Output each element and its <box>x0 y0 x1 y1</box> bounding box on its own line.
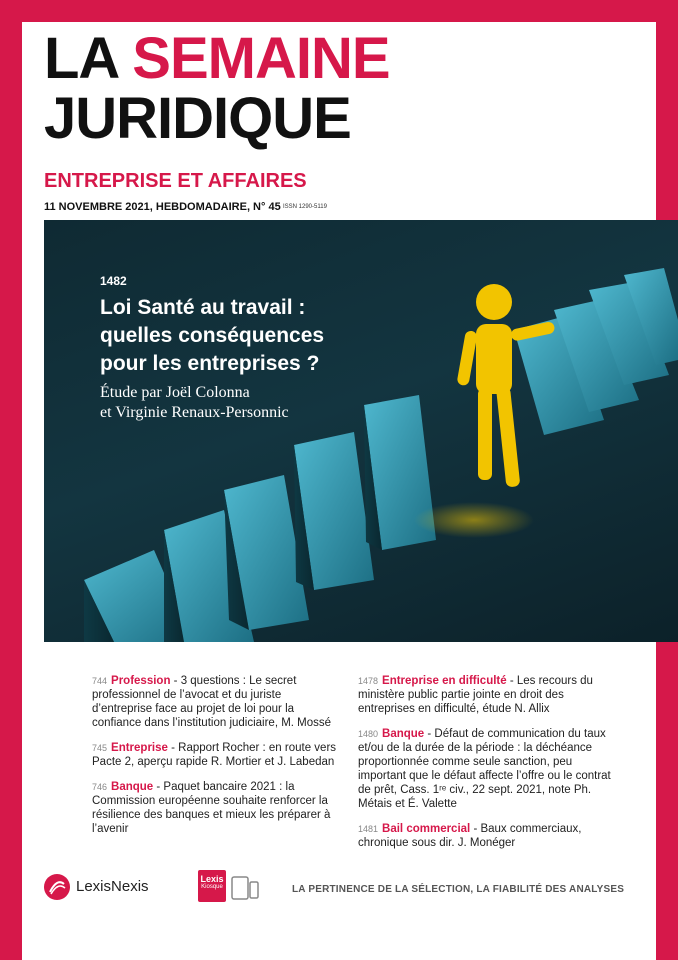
masthead-semaine: SEMAINE <box>132 26 390 91</box>
lexisnexis-logo[interactable] <box>42 872 212 902</box>
toc-keyword: Banque <box>382 728 425 740</box>
masthead-line1 <box>44 26 390 91</box>
author-line: Étude par Joël Colonna <box>100 384 250 401</box>
toc-keyword: Banque <box>111 781 154 793</box>
toc-keyword: Entreprise <box>111 742 168 754</box>
toc-text: - Paquet bancaire 2021 : la Commission européenne souhaite renforcer la résilience des banques et mieux les préparer à l’avenir <box>92 781 331 835</box>
toc-keyword: Entreprise en difficulté <box>382 675 507 687</box>
cover-story-number: 1482 <box>100 274 127 288</box>
toc-number: 1478 <box>358 676 379 686</box>
contents-left-column <box>92 674 342 847</box>
toc-item[interactable] <box>92 780 342 836</box>
toc-number: 744 <box>92 676 108 686</box>
toc-text: - Défaut de communication du taux et/ou de la durée de la période : la déchéance proportionnée comme seule sanction, peu important que le défaut affecte l’offre ou le contrat de prêt, Cass. 1ʳᵉ civ., 22 sept. 2021, note Ph. Métais et É. Valette <box>358 728 611 810</box>
toc-number: 1480 <box>358 729 379 739</box>
contents-right-column <box>358 674 618 861</box>
issue-dateline: 11 NOVEMBRE 2021, HEBDOMADAIRE, N° 45 <box>44 201 281 213</box>
toc-item[interactable] <box>92 674 342 730</box>
toc-keyword: Profession <box>111 675 171 687</box>
cover-illustration <box>44 220 678 642</box>
toc-number: 745 <box>92 743 108 753</box>
devices-icon <box>230 874 260 902</box>
toc-keyword: Bail commercial <box>382 823 471 835</box>
toc-text: - Les recours du ministère public partie jointe en droit des entreprises en difficulté, étude N. Allix <box>358 675 593 715</box>
dominoes-illustration <box>44 220 678 642</box>
issn-number: ISSN 1290-5119 <box>283 204 327 210</box>
toc-text: - Rapport Rocher : en route vers Pacte 2, aperçu rapide R. Mortier et J. Labedan <box>92 742 337 768</box>
toc-item[interactable] <box>358 727 618 811</box>
toc-item[interactable] <box>358 674 618 716</box>
masthead-juridique: JURIDIQUE <box>44 86 351 151</box>
toc-number: 746 <box>92 782 108 792</box>
toc-text: - 3 questions : Le secret professionnel de l’avocat et du juriste d’entreprise face au projet de loi pour la confiance dans l’institution judiciaire, M. Mossé <box>92 675 332 729</box>
kiosque-top: Lexis <box>200 874 224 884</box>
edition-subtitle: ENTREPRISE ET AFFAIRES <box>44 170 307 192</box>
cover-story-title[interactable] <box>100 294 324 378</box>
footer-tagline: LA PERTINENCE DE LA SÉLECTION, LA FIABILITÉ DES ANALYSES <box>292 884 625 895</box>
kiosque-bottom: Kiosque <box>201 884 223 890</box>
title-line: pour les entreprises ? <box>100 352 320 375</box>
toc-item[interactable] <box>358 822 618 850</box>
toc-item[interactable] <box>92 741 342 769</box>
cover-story-authors <box>100 383 289 423</box>
block-4 <box>294 432 374 590</box>
title-line: quelles conséquences <box>100 324 325 347</box>
toc-text: - Baux commerciaux, chronique sous dir. J. Monéger <box>358 823 582 849</box>
toc-number: 1481 <box>358 824 379 834</box>
lexisnexis-emblem-icon <box>42 872 72 902</box>
author-line: et Virginie Renaux-Personnic <box>100 404 289 421</box>
title-line: Loi Santé au travail : <box>100 296 306 319</box>
masthead-la: LA <box>44 26 118 91</box>
publisher-name: LexisNexis <box>76 878 149 895</box>
lexis-kiosque-badge[interactable] <box>198 870 226 902</box>
